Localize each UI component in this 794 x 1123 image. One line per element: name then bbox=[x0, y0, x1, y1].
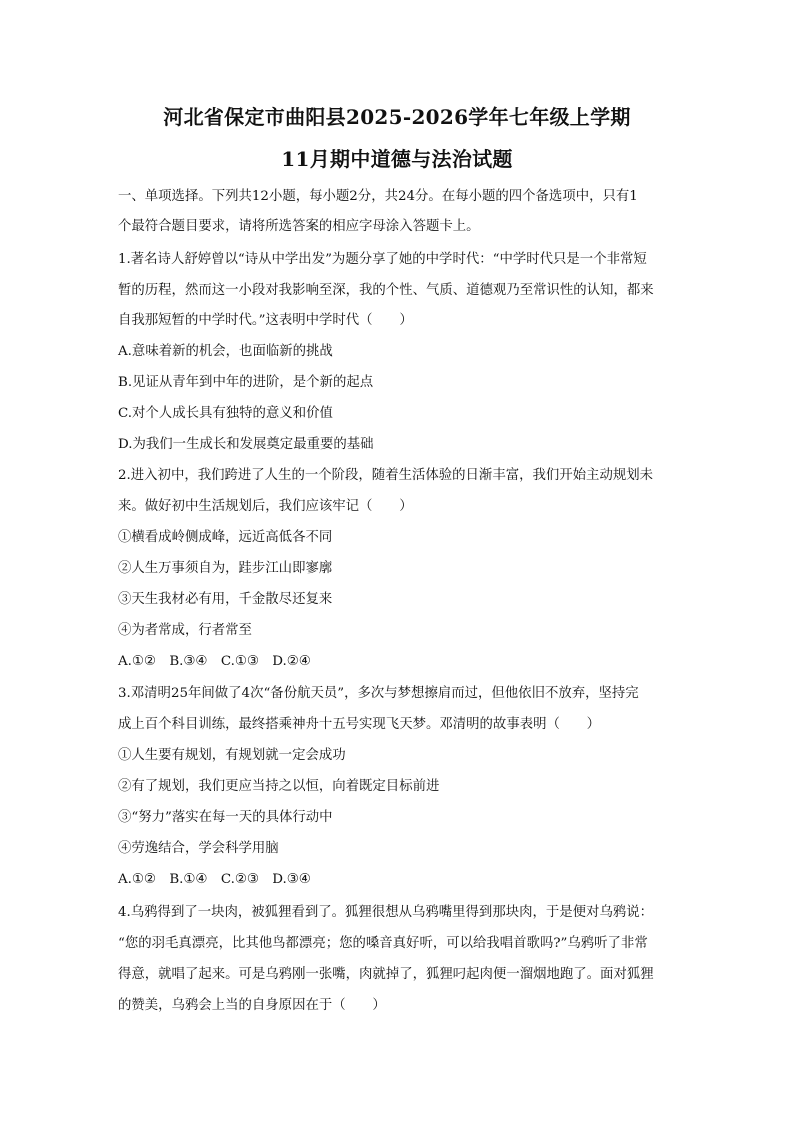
question-3-item: ④劳逸结合，学会科学用脑 bbox=[118, 841, 279, 856]
question-3-item: ①人生要有规划，有规划就一定会成功 bbox=[118, 748, 346, 763]
question-1-option-c: C.对个人成长具有独特的意义和价值 bbox=[118, 406, 333, 421]
question-2-item: ④为者常成，行者常至 bbox=[118, 623, 252, 638]
question-1-option-d: D.为我们一生成长和发展奠定最重要的基础 bbox=[118, 437, 374, 452]
document-title-line1: 河北省保定市曲阳县2025-2026学年七年级上学期 bbox=[163, 105, 631, 129]
question-3-choices: A.①② B.①④ C.②③ D.③④ bbox=[118, 872, 311, 887]
question-3-item: ②有了规划，我们更应当持之以恒，向着既定目标前进 bbox=[118, 779, 440, 794]
question-2-stem-line: 来。做好初中生活规划后，我们应该牢记（ ） bbox=[118, 499, 413, 514]
question-2-item: ③天生我材必有用，千金散尽还复来 bbox=[118, 592, 333, 607]
question-4-stem-line: 的赞美，乌鸦会上当的自身原因在于（ ） bbox=[118, 998, 386, 1013]
question-1-option-b: B.见证从青年到中年的进阶，是个新的起点 bbox=[118, 375, 374, 390]
question-2-item: ②人生万事须自为，跬步江山即寥廓 bbox=[118, 561, 333, 576]
section-heading-line: 一、单项选择。下列共12小题，每小题2分，共24分。在每小题的四个备选项中，只有1 bbox=[118, 189, 638, 204]
question-3-stem-line: 3.邓清明25年间做了4次“备份航天员”，多次与梦想擦肩而过，但他依旧不放弃，坚持完 bbox=[118, 686, 639, 701]
document-title-line2: 11月期中道德与法治试题 bbox=[281, 147, 513, 171]
question-1-stem-line: 1.著名诗人舒婷曾以“诗从中学出发”为题分享了她的中学时代：“中学时代只是一个非常短 bbox=[118, 252, 647, 267]
question-1-stem-line: 自我那短暂的中学时代。”这表明中学时代（ ） bbox=[118, 313, 413, 328]
question-2-choices: A.①② B.③④ C.①③ D.②④ bbox=[118, 654, 311, 669]
question-2-stem-line: 2.进入初中，我们跨进了人生的一个阶段，随着生活体验的日渐丰富，我们开始主动规划未 bbox=[118, 468, 654, 483]
question-4-stem-line: 得意，就唱了起来。可是乌鸦刚一张嘴，肉就掉了，狐狸叼起肉便一溜烟地跑了。面对狐狸 bbox=[118, 967, 654, 982]
section-heading-line: 个最符合题目要求，请将所选答案的相应字母涂入答题卡上。 bbox=[118, 219, 480, 234]
question-3-stem-line: 成上百个科目训练，最终搭乘神舟十五号实现飞天梦。邓清明的故事表明（ ） bbox=[118, 717, 601, 732]
question-2-item: ①横看成岭侧成峰，远近高低各不同 bbox=[118, 530, 333, 545]
question-3-item: ③“努力”落实在每一天的具体行动中 bbox=[118, 810, 333, 825]
question-4-stem-line: “您的羽毛真漂亮，比其他鸟都漂亮；您的嗓音真好听，可以给我唱首歌吗?”乌鸦听了非常 bbox=[118, 936, 648, 951]
question-1-option-a: A.意味着新的机会，也面临新的挑战 bbox=[118, 344, 333, 359]
question-4-stem-line: 4.乌鸦得到了一块肉，被狐狸看到了。狐狸很想从乌鸦嘴里得到那块肉，于是便对乌鸦说： bbox=[118, 905, 654, 920]
question-1-stem-line: 暂的历程，然而这一小段对我影响至深，我的个性、气质、道德观乃至常识性的认知，都来 bbox=[118, 283, 654, 298]
